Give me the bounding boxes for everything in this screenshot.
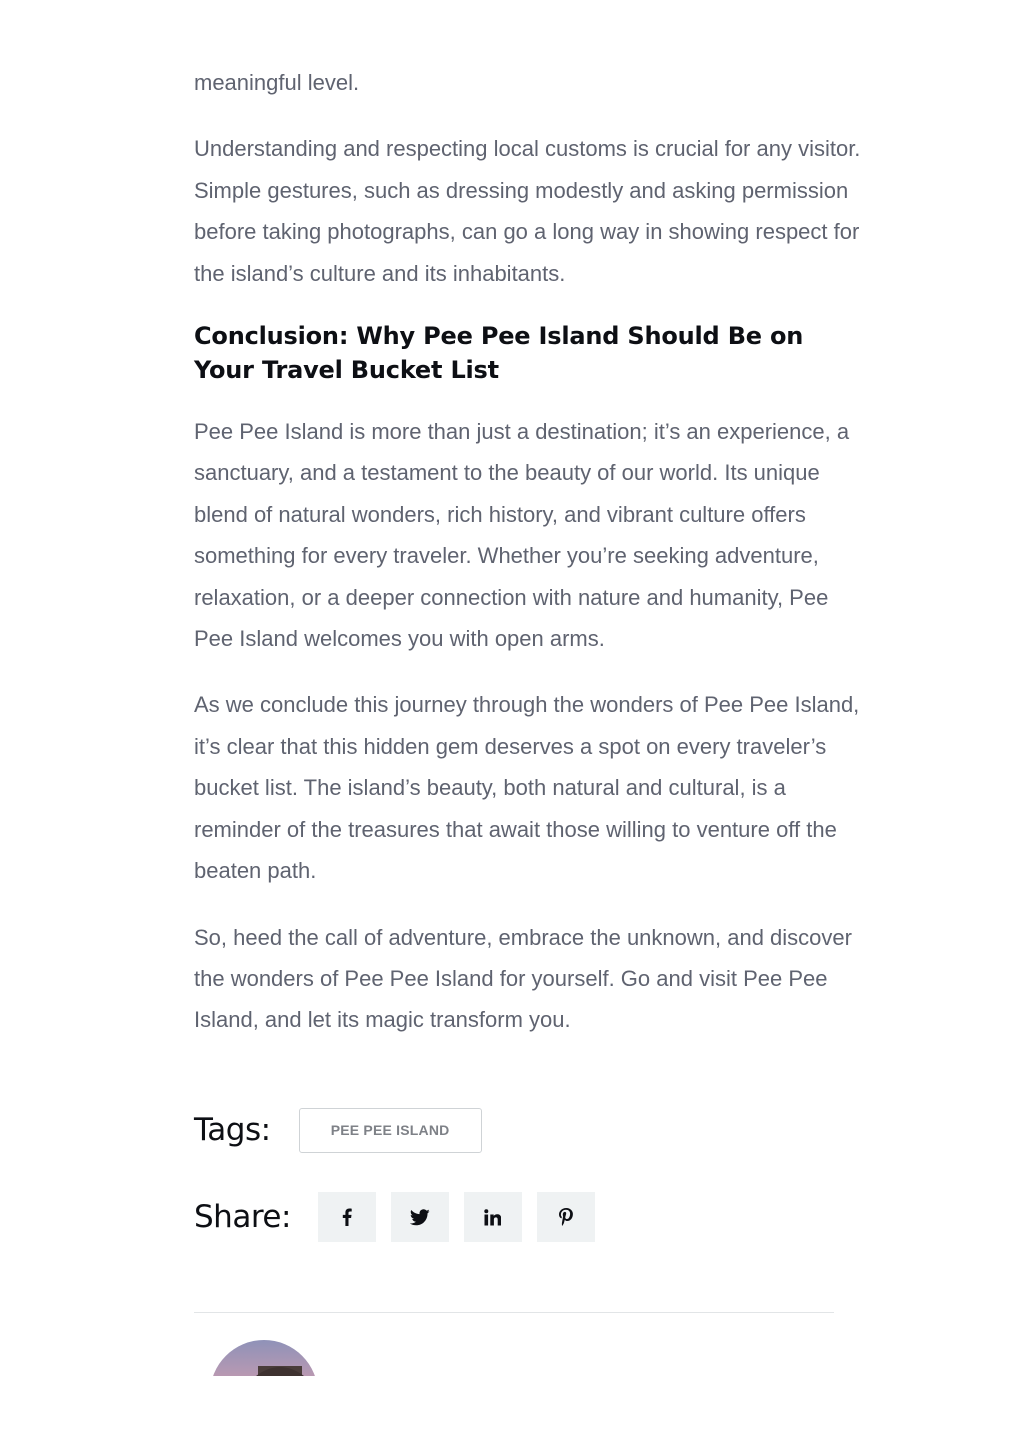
article-paragraph: As we conclude this journey through the wonders of Pee Pee Island, it’s clear that this hidden gem deserves a spot on every traveler’s bucket list. The island’s beauty, both natural and cultural, is a reminder of the treasures that await those willing to venture off the beaten path.: [194, 692, 860, 884]
article-paragraph: Pee Pee Island is more than just a destination; it’s an experience, a sanctuary, and a testament to the beauty of our world. Its unique blend of natural wonders, rich history, and vibrant culture offers something for every traveler. Whether you’re seeking adventure, relaxation, or a deeper connection with nature and humanity, Pee Pee Island welcomes you with open arms.: [194, 419, 850, 652]
linkedin-icon: [484, 1209, 501, 1226]
twitter-icon: [410, 1209, 430, 1226]
pinterest-icon: [559, 1208, 573, 1226]
author-box: [194, 1330, 334, 1376]
section-divider: [194, 1312, 834, 1313]
facebook-icon: [342, 1208, 352, 1226]
share-linkedin-button[interactable]: [464, 1192, 522, 1242]
conclusion-heading: Conclusion: Why Pee Pee Island Should Be on Your Travel Bucket List: [194, 322, 804, 385]
building-photo-icon: [210, 1340, 318, 1376]
share-section: [194, 1192, 595, 1242]
share-pinterest-button[interactable]: [537, 1192, 595, 1242]
share-twitter-button[interactable]: [391, 1192, 449, 1242]
article-paragraph: Understanding and respecting local customs is crucial for any visitor. Simple gestures, such as dressing modestly and asking permission before taking photographs, can go a long way in showing respect for the island’s culture and its inhabitants.: [194, 136, 861, 286]
tag-pee-pee-island[interactable]: PEE PEE ISLAND: [299, 1108, 482, 1153]
article-paragraph: So, heed the call of adventure, embrace the unknown, and discover the wonders of Pee Pee Island for yourself. Go and visit Pee Pee Island, and let its magic transform you.: [194, 924, 852, 1033]
share-facebook-button[interactable]: [318, 1192, 376, 1242]
tags-section: [194, 1106, 482, 1154]
share-label: Share:: [194, 1199, 291, 1235]
tags-label: Tags:: [194, 1112, 271, 1148]
article-body: [194, 62, 862, 1066]
avatar[interactable]: [210, 1340, 318, 1376]
article-paragraph: meaningful level.: [194, 70, 360, 95]
